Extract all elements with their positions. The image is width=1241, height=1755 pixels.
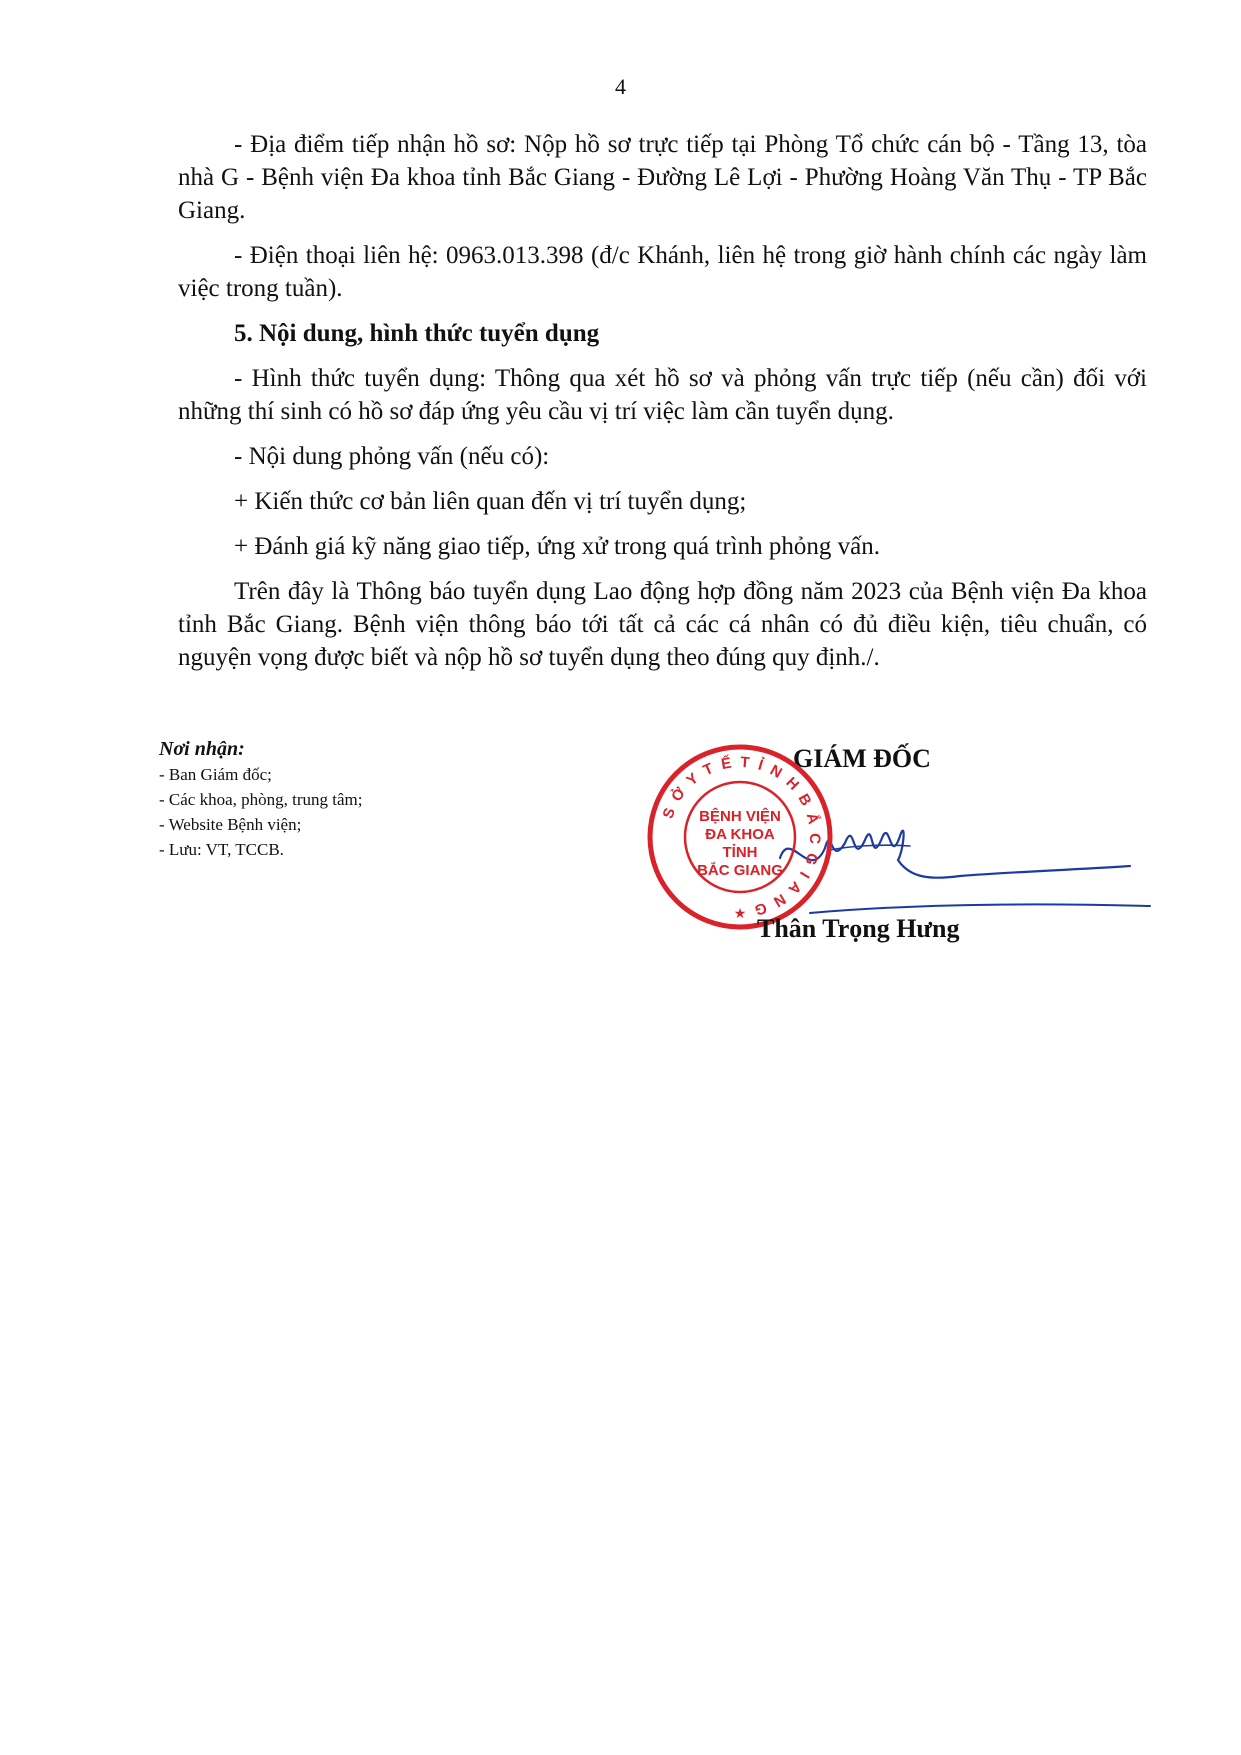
section-heading: 5. Nội dung, hình thức tuyển dụng	[234, 320, 600, 347]
recipient-item: - Ban Giám đốc;	[159, 765, 272, 784]
closing-paragraph: Trên đây là Thông báo tuyển dụng Lao động hợp đồng năm 2023 của Bệnh viện Đa khoa tỉnh Bắc Giang. Bệnh viện thông báo tới tất cả các cá nhân có đủ điều kiện, tiêu chuẩn, có nguyện vọng được biết và nộp hồ sơ tuyển dụng theo đúng quy định./.	[178, 578, 1147, 671]
svg-text:BẮC GIANG: BẮC GIANG	[697, 862, 783, 879]
interview-content-paragraph: - Nội dung phỏng vấn (nếu có):	[234, 443, 550, 470]
contact-phone-paragraph: - Điện thoại liên hệ: 0963.013.398 (đ/c Khánh, liên hệ trong giờ hành chính các ngày làm việc trong tuần).	[178, 242, 1147, 302]
recipients-title: Nơi nhận:	[159, 738, 245, 760]
svg-text:S Ở Y T Ế T Ỉ N H B Ắ C G: S Ở Y T Ế T Ỉ N H B Ắ C G I A N G	[659, 753, 824, 919]
recipients-block	[159, 736, 579, 862]
document-body	[178, 128, 1147, 686]
signer-name: Thân Trọng Hưng	[757, 914, 960, 943]
svg-text:TỈNH: TỈNH	[722, 844, 758, 861]
signer-title: GIÁM ĐỐC	[793, 744, 931, 773]
recruitment-form-paragraph: - Hình thức tuyển dụng: Thông qua xét hồ sơ và phỏng vấn trực tiếp (nếu cần) đối với những thí sinh có hồ sơ đáp ứng yêu cầu vị trí việc làm cần tuyển dụng.	[178, 365, 1147, 425]
page-number: 4	[615, 74, 626, 99]
official-stamp	[645, 742, 835, 932]
interview-item-knowledge: + Kiến thức cơ bản liên quan đến vị trí tuyển dụng;	[234, 488, 747, 515]
svg-text:ĐA KHOA: ĐA KHOA	[705, 826, 775, 843]
recipient-item: - Các khoa, phòng, trung tâm;	[159, 790, 363, 809]
submission-location-paragraph: - Địa điểm tiếp nhận hồ sơ: Nộp hồ sơ trực tiếp tại Phòng Tổ chức cán bộ - Tầng 13, tòa nhà G - Bệnh viện Đa khoa tỉnh Bắc Giang - Đường Lê Lợi - Phường Hoàng Văn Thụ - TP Bắc Giang.	[178, 131, 1147, 224]
svg-text:★: ★	[733, 906, 747, 922]
recipient-item: - Lưu: VT, TCCB.	[159, 840, 284, 859]
recipient-item: - Website Bệnh viện;	[159, 815, 302, 834]
interview-item-skills: + Đánh giá kỹ năng giao tiếp, ứng xử trong quá trình phỏng vấn.	[234, 533, 880, 560]
svg-text:BỆNH VIỆN: BỆNH VIỆN	[699, 808, 781, 825]
